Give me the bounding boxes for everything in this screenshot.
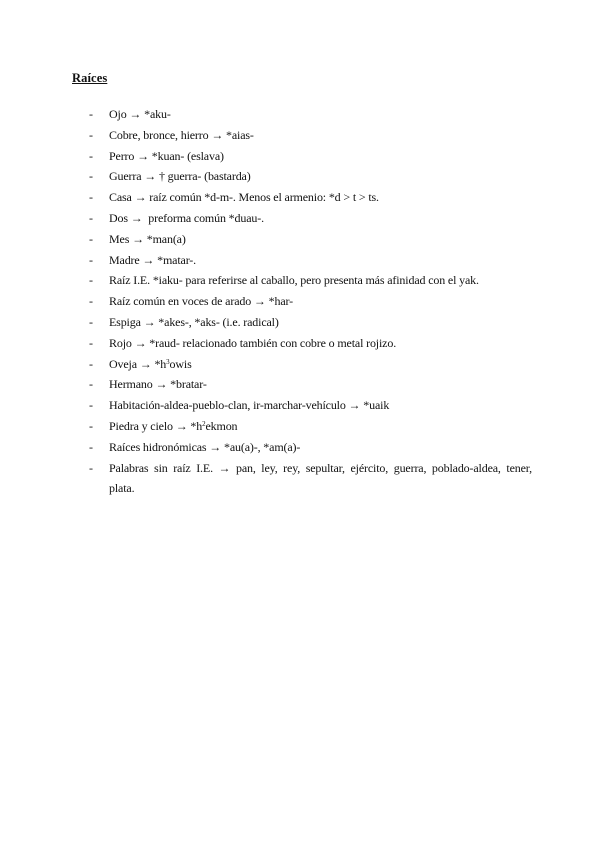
bullet-dash: - — [89, 273, 93, 288]
superscript-index: 3 — [166, 357, 170, 366]
bullet-dash: - — [89, 356, 93, 371]
list-item — [72, 187, 532, 208]
list-item-text — [109, 357, 192, 371]
list-item — [72, 250, 532, 271]
bullet-dash: - — [89, 398, 93, 413]
bullet-dash: - — [89, 127, 93, 142]
list-item — [72, 229, 532, 250]
list-item-text: Rojo → *raud- relacionado también con cobre o metal rojizo. — [109, 335, 397, 350]
document-title: Raíces — [72, 71, 108, 85]
roots-list — [72, 104, 532, 499]
list-item — [72, 208, 532, 229]
list-item — [72, 104, 532, 125]
bullet-dash: - — [89, 418, 93, 433]
list-item-text-after: owis — [169, 356, 192, 371]
list-item-text: Perro → *kuan- (eslava) — [109, 148, 224, 163]
list-item — [72, 166, 532, 187]
bullet-dash: - — [89, 231, 93, 246]
bullet-dash: - — [89, 169, 93, 184]
list-item-text: Raíz común en voces de arado → *har- — [109, 294, 293, 309]
list-item-text: Dos → preforma común *duau-. — [109, 210, 264, 225]
list-item — [72, 416, 532, 437]
list-item-text-before: Piedra y cielo → *h — [109, 418, 203, 433]
list-item-text-before: Oveja → *h — [109, 356, 167, 371]
list-item-text: Madre → *matar-. — [109, 252, 196, 267]
bullet-dash: - — [89, 210, 93, 225]
bullet-dash: - — [89, 377, 93, 392]
bullet-dash: - — [89, 190, 93, 205]
list-item — [72, 333, 532, 354]
bullet-dash: - — [89, 439, 93, 454]
bullet-dash: - — [89, 148, 93, 163]
bullet-dash: - — [89, 460, 93, 475]
list-item — [72, 354, 532, 375]
list-item-text: Casa → raíz común *d-m-. Menos el armenio: *d > t > ts. — [109, 190, 379, 205]
list-item — [72, 312, 532, 333]
list-item-text: Cobre, bronce, hierro → *aias- — [109, 127, 254, 142]
list-item — [72, 437, 532, 458]
list-item — [72, 458, 532, 500]
list-item — [72, 270, 532, 291]
bullet-dash: - — [89, 335, 93, 350]
list-item — [72, 374, 532, 395]
list-item — [72, 291, 532, 312]
list-item-text-after: ekmon — [205, 418, 238, 433]
list-item — [72, 395, 532, 416]
list-item-text — [109, 419, 237, 433]
list-item-text: Espiga → *akes-, *aks- (i.e. radical) — [109, 314, 279, 329]
list-item — [72, 125, 532, 146]
list-item-text: Ojo → *aku- — [109, 107, 171, 121]
list-item-text: Hermano → *bratar- — [109, 377, 207, 392]
list-item — [72, 146, 532, 167]
list-item-text: Habitación-aldea-pueblo-clan, ir-marchar-vehículo → *uaik — [109, 398, 390, 413]
list-item-text: Raíz I.E. *iaku- para referirse al caballo, pero presenta más afinidad con el yak. — [109, 273, 479, 288]
list-item-text: Mes → *man(a) — [109, 231, 186, 246]
list-item-text: Raíces hidronómicas → *au(a)-, *am(a)- — [109, 439, 301, 454]
bullet-dash: - — [89, 252, 93, 267]
bullet-dash: - — [89, 107, 93, 121]
superscript-index: 2 — [202, 419, 206, 428]
list-item-text: Guerra → † guerra- (bastarda) — [109, 169, 251, 184]
bullet-dash: - — [89, 314, 93, 329]
bullet-dash: - — [89, 294, 93, 309]
list-item-text: Palabras sin raíz I.E. → pan, ley, rey, sepultar, ejército, guerra, poblado-aldea, tener, plata. — [109, 460, 532, 496]
